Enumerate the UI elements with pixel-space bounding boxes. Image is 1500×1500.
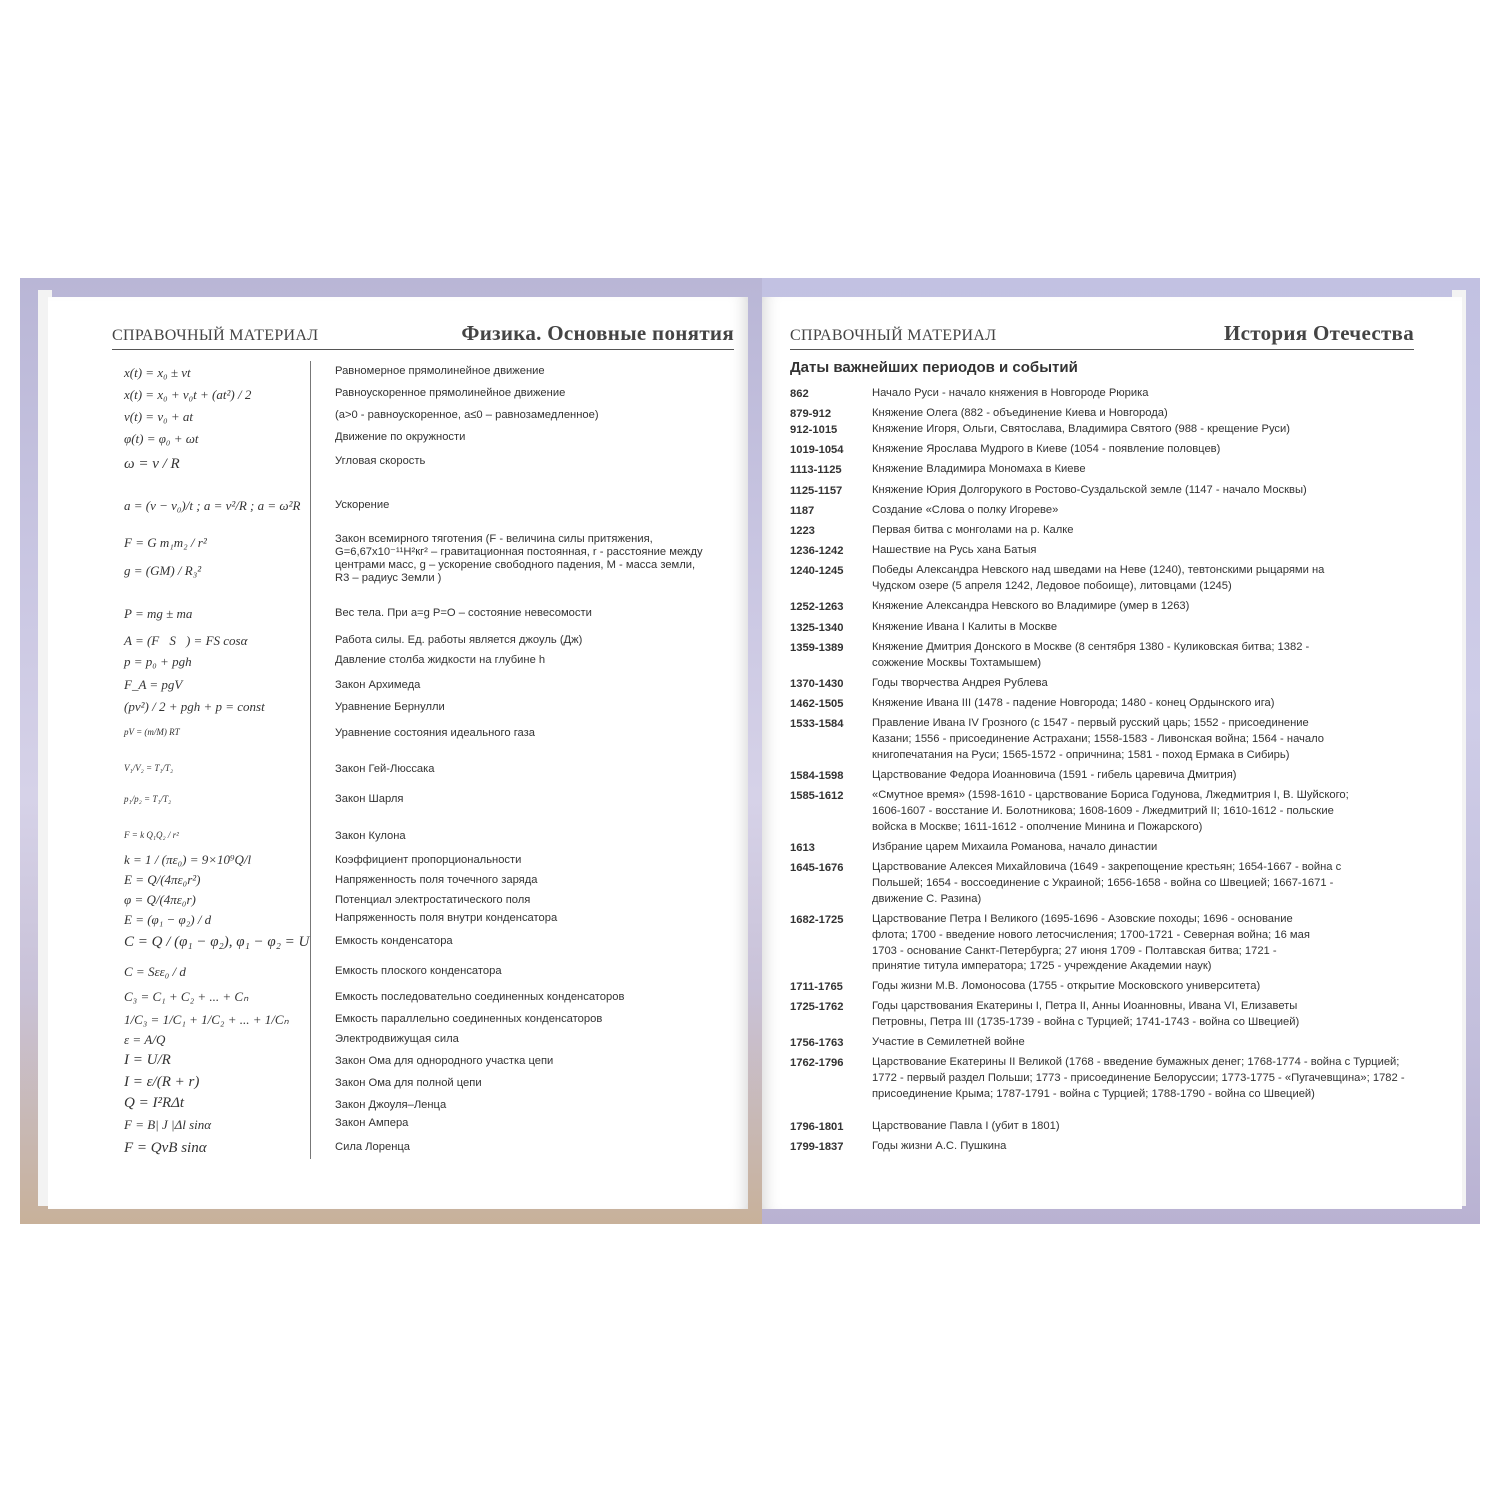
- event-text: Княжение Олега (882 - объединение Киева и Новгорода): [872, 407, 1168, 419]
- right-page: [762, 297, 1462, 1209]
- formula: 1/C₃ = 1/C₁ + 1/C₂ + ... + 1/Cₙ: [124, 1012, 289, 1027]
- formula: F = k Q₁Q₂ / r²: [124, 830, 179, 840]
- event-date: 862: [790, 388, 809, 400]
- formula-description: Емкость последовательно соединенных конденсаторов: [335, 991, 625, 1003]
- event-date: 1113-1125: [790, 464, 842, 476]
- formula-description: Закон Архимеда: [335, 679, 421, 691]
- formula: ε = A/Q: [124, 1032, 166, 1047]
- formula: ω = v / R: [124, 456, 180, 472]
- event-date: 1223: [790, 525, 815, 537]
- formula: F_A = pgV: [124, 677, 183, 692]
- event-text: Княжение Владимира Мономаха в Киеве: [872, 463, 1086, 475]
- event-date: 1125-1157: [790, 485, 843, 497]
- event-text: Княжение Александра Невского во Владимире (умер в 1263): [872, 600, 1190, 612]
- formula: v(t) = v₀ + at: [124, 409, 193, 424]
- event-date: 1613: [790, 842, 815, 854]
- formula-description: Равноускоренное прямолинейное движение: [335, 387, 566, 399]
- formula: C = Sεε₀ / d: [124, 964, 186, 979]
- formula: φ = Q/(4πε₀r): [124, 892, 196, 907]
- header-label: СПРАВОЧНЫЙ МАТЕРИАЛ: [790, 327, 997, 344]
- event-date: 1799-1837: [790, 1141, 844, 1153]
- formula: pV = (m/M) RT: [124, 727, 180, 737]
- event-text: Победы Александра Невского над шведами на Неве (1240), тевтонскими рыцарями на Чудском озере (5 апреля 1242, Ледовое побоище), литовцами (1245): [872, 564, 1325, 592]
- event-date: 1762-1796: [790, 1057, 844, 1069]
- event-date: 1019-1054: [790, 444, 844, 456]
- event-date: 912-1015: [790, 424, 838, 436]
- formula-description: Закон Джоуля–Ленца: [335, 1099, 447, 1111]
- formula-description: Закон Кулона: [335, 830, 406, 842]
- event-text: Царствование Екатерины II Великой (1768 - введение бумажных денег; 1768-1774 - война с Турцией; 1772 - первый раздел Польши; 1773 - присоединение Белоруссии; 1773-1775 - «Пугачевщина»; 1782 - присоединение Крыма; 1787-1791 - война с Турцией; 1788-1790 - война со Швецией): [872, 1056, 1405, 1100]
- event-text: Создание «Слова о полку Игореве»: [872, 504, 1059, 516]
- event-date: 1585-1612: [790, 790, 844, 802]
- formula: F = QvB sinα: [124, 1140, 207, 1156]
- formula: C₃ = C₁ + C₂ + ... + Cₙ: [124, 989, 249, 1004]
- event-text: Княжение Ярослава Мудрого в Киеве (1054 - появление половцев): [872, 443, 1221, 455]
- formula-description: Сила Лоренца: [335, 1141, 411, 1153]
- event-date: 1584-1598: [790, 770, 844, 782]
- formula: (pv²) / 2 + pgh + p = const: [124, 699, 265, 714]
- formula-description: Вес тела. При a=g P=O – состояние невесомости: [335, 607, 592, 619]
- formula-description: Емкость конденсатора: [335, 935, 453, 947]
- formula-description: Работа силы. Ед. работы является джоуль (Дж): [335, 634, 583, 646]
- section-title: Даты важнейших периодов и событий: [790, 359, 1078, 376]
- formula-description: Закон Ома для однородного участка цепи: [335, 1055, 554, 1067]
- event-text: Княжение Дмитрия Донского в Москве (8 сентября 1380 - Куликовская битва; 1382 - сожжение Москвы Тохтамышем): [872, 641, 1310, 669]
- formula-description: Угловая скорость: [335, 455, 426, 467]
- formula: φ(t) = φ₀ + ωt: [124, 431, 199, 446]
- formula: C = Q / (φ₁ − φ₂), φ₁ − φ₂ = U: [124, 934, 310, 950]
- formula-description: Равномерное прямолинейное движение: [335, 365, 545, 377]
- event-date: 1252-1263: [790, 601, 844, 613]
- left-page-header: [112, 321, 734, 350]
- formula-description: Закон Гей-Люссака: [335, 763, 435, 775]
- formula-description: Закон Ампера: [335, 1117, 409, 1129]
- event-date: 879-912: [790, 408, 832, 420]
- event-text: Годы творчества Андрея Рублева: [872, 677, 1048, 689]
- formula: F = B| J |Δl sinα: [124, 1117, 212, 1132]
- formula-description: Закон всемирного тяготения (F - величина силы притяжения, G=6,67x10⁻¹¹Н²кг² – гравитационная постоянная, r - расстояние между центрами масс, g – ускорение свободного падения, M - масса земли, R3 – радиус Земли ): [335, 533, 703, 584]
- event-text: Правление Ивана IV Грозного (с 1547 - первый русский царь; 1552 - присоединение Казани; 1556 - присоединение Астрахани; 1558-1583 - Ливонская война; 1564 - начало книгопечатания на Руси; 1565-1572 - опричнина; 1581 - поход Ермака в Сибирь): [872, 717, 1324, 761]
- formula-description: Потенциал электростатического поля: [335, 894, 531, 906]
- event-text: Княжение Игоря, Ольги, Святослава, Владимира Святого (988 - крещение Руси): [872, 423, 1290, 435]
- event-text: Царствование Петра I Великого (1695-1696 - Азовские походы; 1696 - основание флота; 1700 - введение нового летосчисления; 1700-1721 - Северная война; 16 мая 1703 - основание Санкт-Петербурга; 27 июня 1709 - Полтавская битва; 1721 - принятие титула императора; 1725 - учреждение Академии наук): [872, 913, 1310, 973]
- formula-description: Коэффициент пропорциональности: [335, 854, 522, 866]
- event-date: 1682-1725: [790, 914, 844, 926]
- event-date: 1711-1765: [790, 981, 843, 993]
- formula: p₁/p₂ = T₁/T₂: [124, 794, 172, 804]
- event-text: Царствование Павла I (убит в 1801): [872, 1120, 1060, 1132]
- event-date: 1533-1584: [790, 718, 844, 730]
- formula-description: Емкость плоского конденсатора: [335, 965, 502, 977]
- event-date: 1756-1763: [790, 1037, 844, 1049]
- event-text: Начало Руси - начало княжения в Новгороде Рюрика: [872, 387, 1149, 399]
- event-text: «Смутное время» (1598-1610 - царствование Бориса Годунова, Лжедмитрия I, В. Шуйского; 1606-1607 - восстание И. Болотникова; 1608-1609 - Лжедмитрий II; 1610-1612 - польские войска в Москве; 1611-1612 - ополчение Минина и Пожарского): [872, 789, 1349, 833]
- event-text: Первая битва с монголами на р. Калке: [872, 524, 1074, 536]
- formula: a = (v − v₀)/t ; a = v²/R ; a = ω²R: [124, 498, 301, 513]
- event-text: Царствование Алексея Михайловича (1649 - закрепощение крестьян; 1654-1667 - война с Польшей; 1654 - воссоединение с Украиной; 1656-1658 - война со Швецией; 1667-1671 - движение С. Разина): [872, 861, 1342, 905]
- formula: p = p₀ + pgh: [124, 654, 192, 669]
- formula-description: Уравнение состояния идеального газа: [335, 727, 535, 739]
- formula: Q = I²RΔt: [124, 1095, 185, 1111]
- formula: P = mg ± ma: [124, 606, 193, 621]
- formula: I = ε/(R + r): [124, 1074, 200, 1090]
- formula: F = G m₁m₂ / r²: [124, 535, 207, 550]
- event-date: 1236-1242: [790, 545, 844, 557]
- formula-description: Закон Ома для полной цепи: [335, 1077, 482, 1089]
- formula-description: Ускорение: [335, 499, 390, 511]
- formula: x(t) = x₀ ± vt: [124, 365, 191, 380]
- event-date: 1187: [790, 505, 815, 517]
- formula-description: Емкость параллельно соединенных конденсаторов: [335, 1013, 603, 1025]
- event-date: 1370-1430: [790, 678, 844, 690]
- formula-description: (a>0 - равноускоренное, a≤0 – равнозамедленное): [335, 409, 599, 421]
- event-date: 1325-1340: [790, 622, 844, 634]
- formula: V₁/V₂ = T₁/T₂: [124, 763, 174, 773]
- formula-description: Движение по окружности: [335, 431, 466, 443]
- event-text: Нашествие на Русь хана Батыя: [872, 544, 1037, 556]
- event-text: Царствование Федора Иоанновича (1591 - гибель царевича Дмитрия): [872, 769, 1237, 781]
- right-page-header: [790, 321, 1414, 350]
- formula: g = (GM) / R₃²: [124, 563, 202, 578]
- event-text: Избрание царем Михаила Романова, начало династии: [872, 841, 1158, 853]
- event-date: 1725-1762: [790, 1001, 844, 1013]
- header-label: СПРАВОЧНЫЙ МАТЕРИАЛ: [112, 327, 319, 344]
- formula-description: Давление столба жидкости на глубине h: [335, 654, 546, 666]
- formula-description: Напряженность поля внутри конденсатора: [335, 912, 558, 924]
- event-date: 1645-1676: [790, 862, 844, 874]
- formula-description: Напряженность поля точечного заряда: [335, 874, 538, 886]
- formula: I = U/R: [124, 1052, 171, 1068]
- event-text: Княжение Ивана III (1478 - падение Новгорода; 1480 - конец Ордынского ига): [872, 697, 1275, 709]
- formula-description: Уравнение Бернулли: [335, 701, 445, 713]
- event-text: Годы жизни А.С. Пушкина: [872, 1140, 1007, 1152]
- event-text: Княжение Юрия Долгорукого в Ростово-Суздальской земле (1147 - начало Москвы): [872, 484, 1307, 496]
- event-date: 1796-1801: [790, 1121, 844, 1133]
- formula: A = (F⃗S⃗) = FS cosα: [124, 633, 248, 648]
- formula: x(t) = x₀ + v₀t + (at²) / 2: [124, 387, 252, 402]
- event-date: 1240-1245: [790, 565, 844, 577]
- formula: k = 1 / (πε₀) = 9×10⁹Q/l: [124, 852, 252, 867]
- event-date: 1462-1505: [790, 698, 844, 710]
- column-divider: [310, 361, 311, 1159]
- formula: E = (φ₁ − φ₂) / d: [124, 912, 212, 927]
- page-title: Физика. Основные понятия: [461, 321, 734, 345]
- formula-description: Электродвижущая сила: [335, 1033, 459, 1045]
- event-text: Годы царствования Екатерины I, Петра II, Анны Иоанновны, Ивана VI, Елизаветы Петровны, Петра III (1735-1739 - война с Турцией; 1741-1743 - война со Швецией): [872, 1000, 1300, 1028]
- page-title: История Отечества: [1223, 321, 1414, 345]
- formula: E = Q/(4πε₀r²): [124, 872, 201, 887]
- formula-description: Закон Шарля: [335, 793, 404, 805]
- event-text: Княжение Ивана I Калиты в Москве: [872, 621, 1058, 633]
- left-page: [48, 297, 748, 1209]
- event-text: Годы жизни М.В. Ломоносова (1755 - открытие Московского университета): [872, 980, 1261, 992]
- event-date: 1359-1389: [790, 642, 844, 654]
- event-text: Участие в Семилетней войне: [872, 1036, 1025, 1048]
